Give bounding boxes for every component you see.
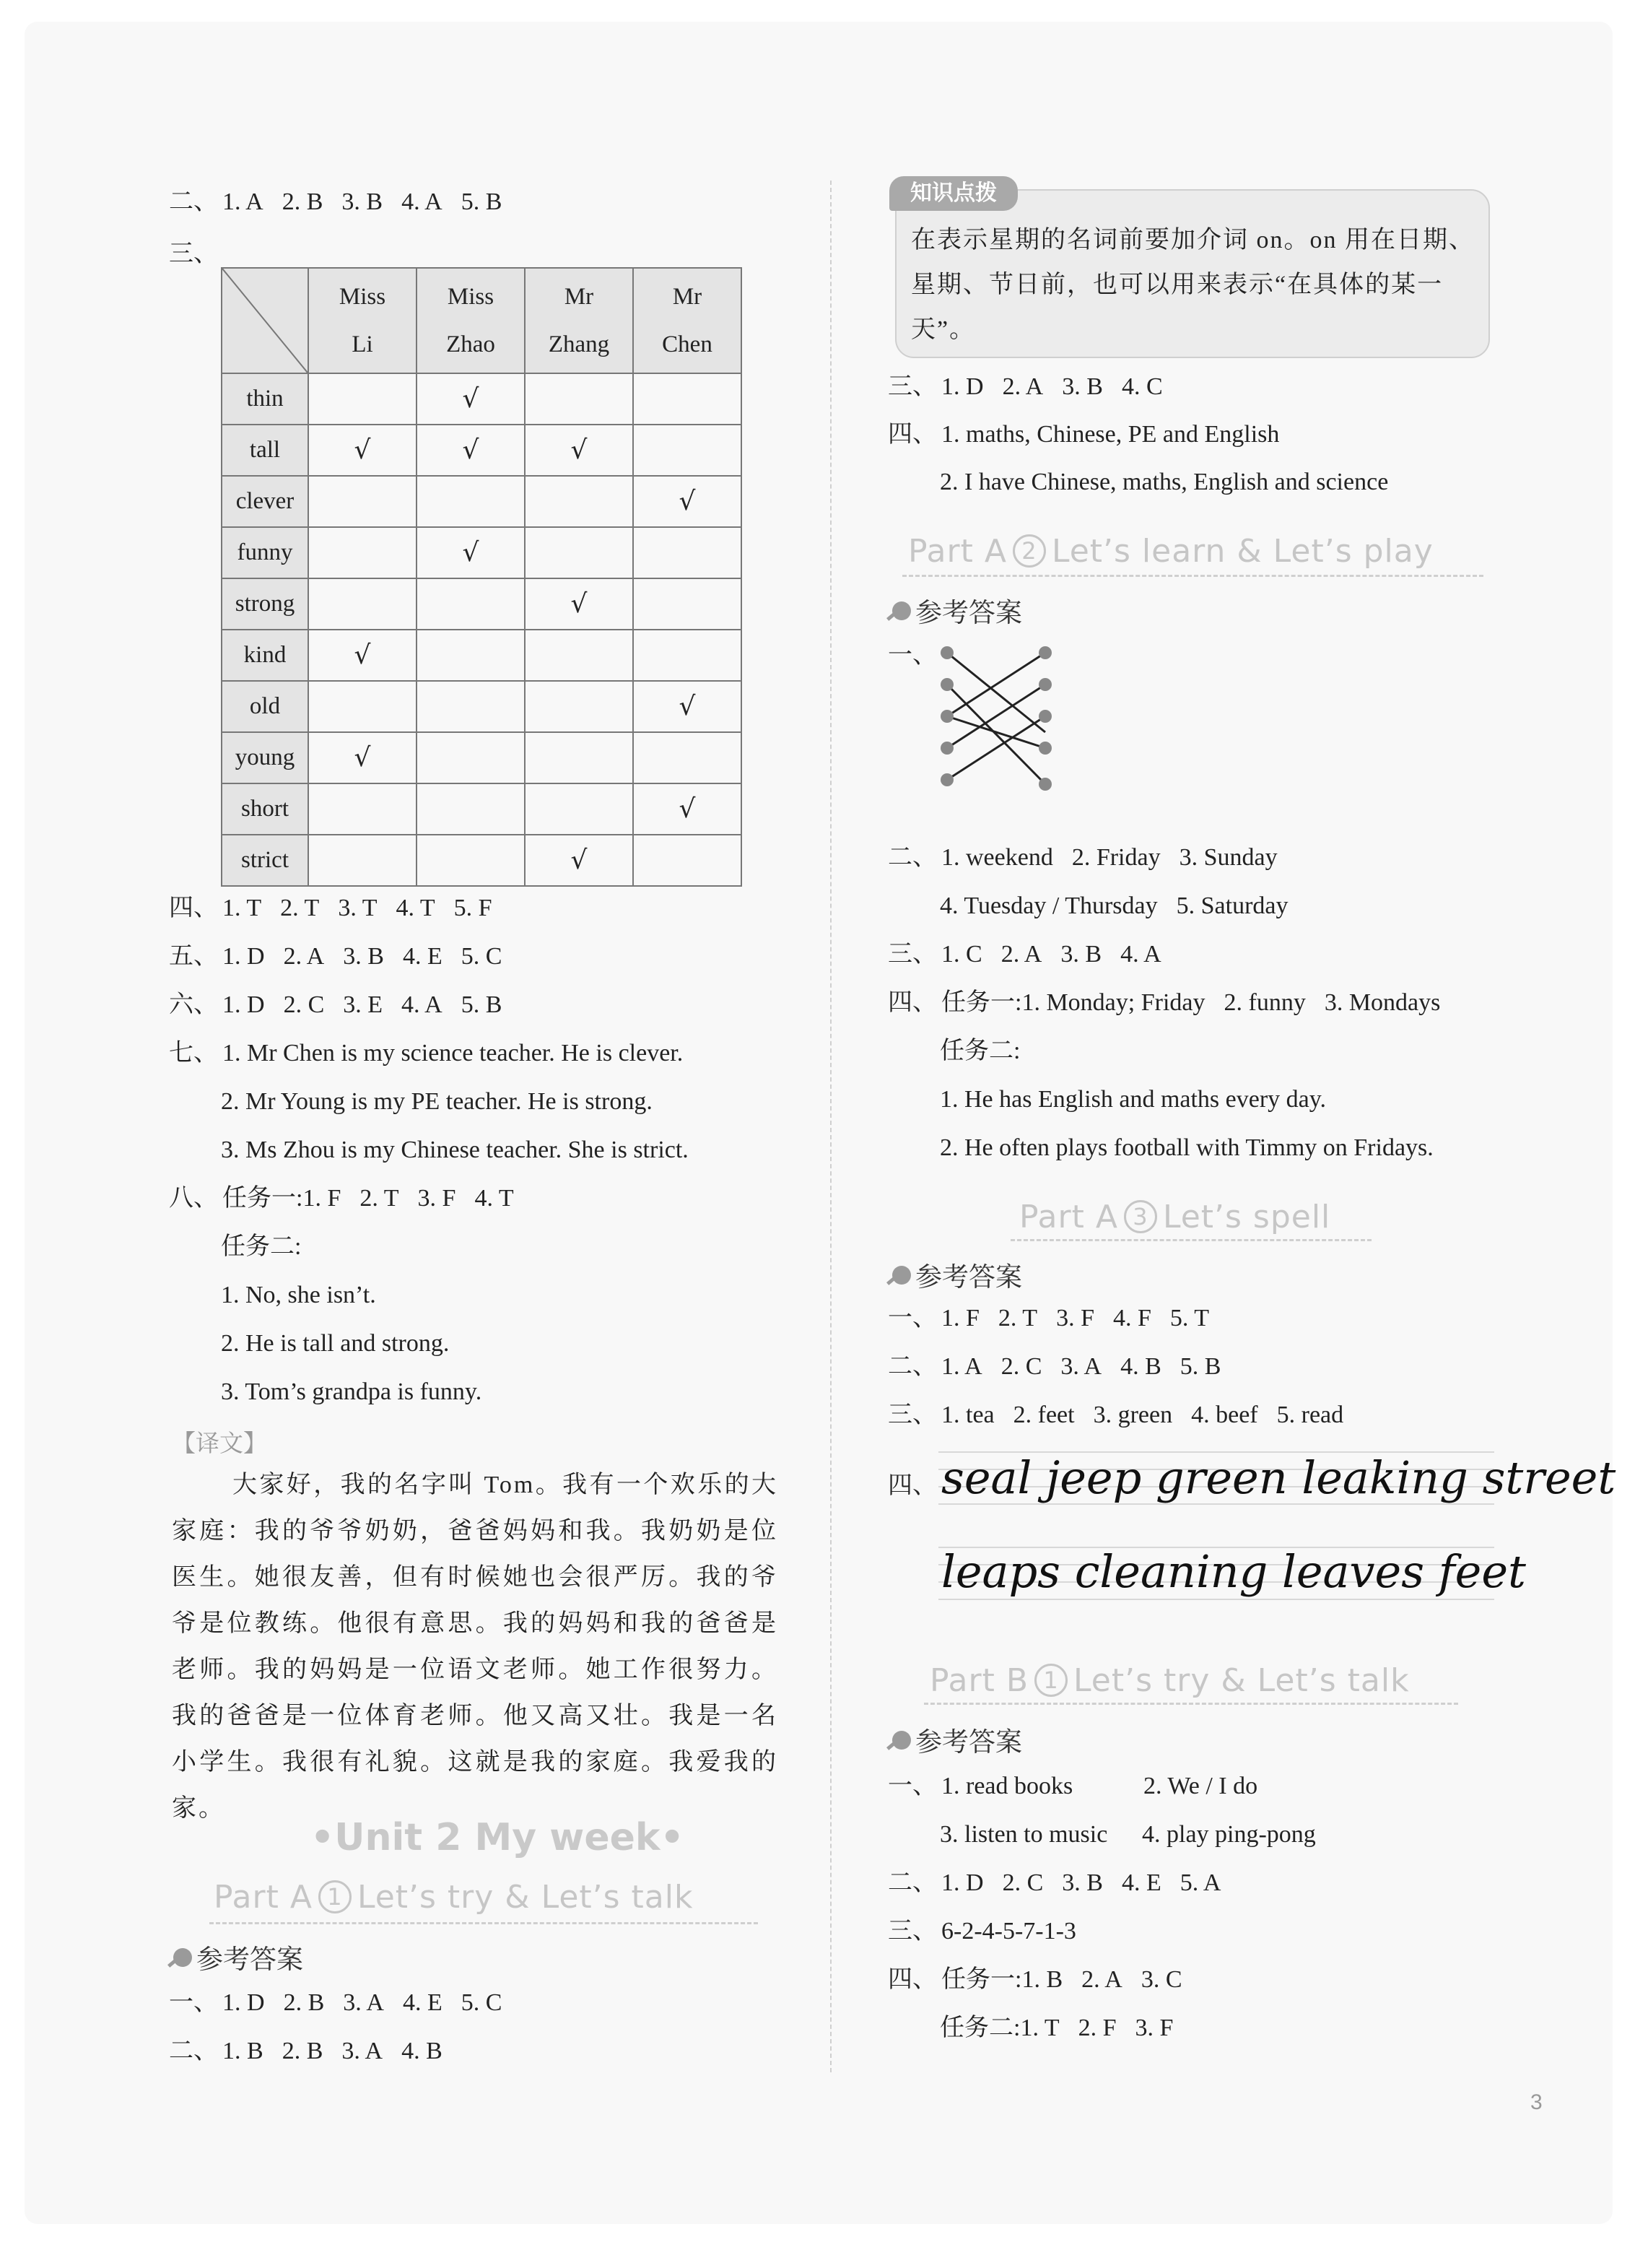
a3-er-line: 二、 1. A 2. C 3. A 4. B 5. B	[888, 1353, 1221, 1380]
row-label: old	[222, 681, 308, 732]
part-header-a1: Part A 1 Let’s try & Let’s talk	[214, 1879, 694, 1916]
table-cell	[633, 732, 741, 783]
a2-san-line: 三、 1. C 2. A 3. B 4. A	[888, 941, 1161, 968]
right-si-line1: 四、 1. maths, Chinese, PE and English	[888, 421, 1280, 448]
left-ba-a2: 2. He is tall and strong.	[221, 1330, 450, 1357]
table-cell	[633, 835, 741, 886]
check-mark: √	[462, 435, 479, 465]
right-san-line: 三、 1. D 2. A 3. B 4. C	[888, 373, 1163, 400]
a3-si-label: 四、	[888, 1472, 937, 1499]
row-label: kind	[222, 630, 308, 681]
check-mark: √	[570, 589, 588, 619]
table-cell	[417, 732, 525, 783]
part-underline	[924, 1703, 1458, 1705]
b1-er-line: 二、 1. D 2. C 3. B 4. E 5. A	[888, 1869, 1221, 1896]
a2-si-t2a: 1. He has English and maths every day.	[940, 1086, 1327, 1113]
left-san-label: 三、	[169, 240, 218, 267]
table-cell	[417, 476, 525, 527]
check-mark: √	[570, 846, 588, 875]
table-row	[222, 373, 741, 425]
table-cell	[417, 527, 525, 578]
table-cell	[417, 835, 525, 886]
a2-si-t2b: 2. He often plays football with Timmy on Fridays.	[940, 1134, 1434, 1161]
a2-si-line1: 四、 任务一:1. Monday; Friday 2. funny 3. Mondays	[888, 989, 1441, 1016]
table-cell	[525, 732, 633, 783]
table-row	[222, 732, 741, 783]
table-cell	[417, 578, 525, 630]
row-label: thin	[222, 373, 308, 425]
b1-san-line: 三、 6-2-4-5-7-1-3	[888, 1918, 1076, 1945]
table-row	[222, 476, 741, 527]
part-header-a2: Part A 2 Let’s learn & Let’s play	[908, 533, 1434, 570]
part-header-b1: Part B 1 Let’s try & Let’s talk	[930, 1662, 1410, 1699]
left-ba-task2: 任务二:	[221, 1233, 302, 1260]
col-header: Mr Zhang	[525, 268, 633, 373]
table-row	[222, 630, 741, 681]
table-cell	[633, 578, 741, 630]
diagonal-line	[222, 269, 308, 373]
table-cell	[525, 476, 633, 527]
table-cell	[417, 630, 525, 681]
table-cell	[525, 681, 633, 732]
table-cell	[308, 476, 417, 527]
table-cell	[525, 425, 633, 476]
check-mark: √	[354, 435, 371, 465]
handwriting-line1: seal jeep green leaking street	[941, 1451, 1616, 1504]
table-row	[222, 783, 741, 835]
check-mark: √	[462, 384, 479, 414]
left-ba-a3: 3. Tom’s grandpa is funny.	[221, 1378, 482, 1405]
table-cell	[525, 783, 633, 835]
row-label: short	[222, 783, 308, 835]
table-cell	[308, 783, 417, 835]
table-row	[222, 681, 741, 732]
magnifier-icon	[173, 1948, 192, 1967]
table-cell	[308, 373, 417, 425]
magnifier-icon	[892, 1266, 911, 1285]
table-cell	[417, 783, 525, 835]
page-number: 3	[1530, 2090, 1543, 2114]
table-cell	[308, 681, 417, 732]
check-mark: √	[679, 794, 696, 824]
row-label: clever	[222, 476, 308, 527]
table-row	[222, 835, 741, 886]
table-row	[222, 527, 741, 578]
answers-heading: 参考答案	[892, 591, 1022, 630]
table-cell	[308, 578, 417, 630]
a3-yi-line: 一、 1. F 2. T 3. F 4. F 5. T	[888, 1305, 1210, 1331]
table-cell	[633, 681, 741, 732]
answers-heading: 参考答案	[892, 1720, 1022, 1759]
check-mark: √	[354, 743, 371, 773]
table-cell	[308, 425, 417, 476]
table-cell	[308, 732, 417, 783]
left-liu-line: 六、 1. D 2. C 3. E 4. A 5. B	[169, 991, 502, 1018]
left-ba-a1: 1. No, she isn’t.	[221, 1282, 376, 1308]
part-underline	[1011, 1239, 1372, 1241]
magnifier-icon	[892, 601, 911, 620]
table-cell	[633, 425, 741, 476]
check-mark: √	[462, 538, 479, 568]
table-cell	[525, 527, 633, 578]
part-underline	[902, 575, 1483, 577]
table-cell	[633, 783, 741, 835]
a2-yi-label: 一、	[888, 642, 937, 669]
translation-paragraph: 大家好，我的名字叫 Tom。我有一个欢乐的大家庭：我的爷爷奶奶，爸爸妈妈和我。我奶奶是位医生。她很友善，但有时候她也会很严厉。我的爷爷是位教练。他很有意思。我的妈妈和我的爸爸是老师。我的妈妈是一位语文老师。她工作很努力。我的爸爸是一位体育老师。他又高又壮。我是一名小学生。我很有礼貌。这就是我的家庭。我爱我的家。	[172, 1472, 778, 1822]
table-cell	[525, 835, 633, 886]
matching-lines-diagram	[938, 643, 1054, 794]
table-corner	[222, 268, 308, 373]
table-cell	[633, 527, 741, 578]
a2-er-line2: 4. Tuesday / Thursday 5. Saturday	[940, 892, 1289, 919]
col-header: Miss Zhao	[417, 268, 525, 373]
handwriting-line2: leaps cleaning leaves feet	[941, 1545, 1526, 1598]
row-label: strict	[222, 835, 308, 886]
answers-heading: 参考答案	[892, 1255, 1022, 1294]
part-underline	[209, 1922, 758, 1924]
check-mark: √	[679, 692, 696, 721]
table-cell	[308, 527, 417, 578]
b1-yi-line1: 一、 1. read books 2. We / I do	[888, 1773, 1258, 1799]
b1-yi-line2: 3. listen to music 4. play ping-pong	[940, 1821, 1316, 1848]
table-cell	[633, 373, 741, 425]
u2-yi-line: 一、 1. D 2. B 3. A 4. E 5. C	[169, 1989, 502, 2016]
left-qi-line1: 七、 1. Mr Chen is my science teacher. He is clever.	[169, 1040, 684, 1066]
table-row	[222, 425, 741, 476]
row-label: funny	[222, 527, 308, 578]
magnifier-icon	[892, 1731, 911, 1750]
table-cell	[308, 835, 417, 886]
check-mark: √	[679, 487, 696, 516]
b1-si-line2: 任务二:1. T 2. F 3. F	[940, 2015, 1174, 2041]
right-si-line2: 2. I have Chinese, maths, English and science	[940, 469, 1389, 495]
table-cell	[417, 373, 525, 425]
column-divider	[830, 181, 832, 2072]
u2-er-line: 二、 1. B 2. B 3. A 4. B	[169, 2038, 442, 2064]
table-row	[222, 578, 741, 630]
translation-label: 【译文】	[172, 1429, 267, 1457]
knowledge-text: 在表示星期的名词前要加介词 on。on 用在日期、星期、节日前，也可以用来表示“在具体的某一天”。	[911, 227, 1475, 343]
table-cell	[417, 681, 525, 732]
left-qi-line2: 2. Mr Young is my PE teacher. He is strong.	[221, 1088, 653, 1115]
table-cell	[525, 630, 633, 681]
a3-san-line: 三、 1. tea 2. feet 3. green 4. beef 5. read	[888, 1402, 1344, 1428]
part-header-a3: Part A 3 Let’s spell	[1019, 1199, 1331, 1235]
teacher-traits-table	[221, 267, 742, 887]
table-cell	[633, 630, 741, 681]
knowledge-tag: 知识点拨	[889, 176, 1018, 211]
a2-er-line1: 二、 1. weekend 2. Friday 3. Sunday	[888, 844, 1278, 871]
check-mark: √	[570, 435, 588, 465]
col-header: Mr Chen	[633, 268, 741, 373]
row-label: strong	[222, 578, 308, 630]
table-cell	[525, 373, 633, 425]
left-er-line: 二、 1. A 2. B 3. B 4. A 5. B	[169, 188, 502, 215]
row-label: young	[222, 732, 308, 783]
col-header: Miss Li	[308, 268, 417, 373]
row-label: tall	[222, 425, 308, 476]
unit-title: •Unit 2 My week•	[310, 1816, 684, 1859]
left-ba-line1: 八、 任务一:1. F 2. T 3. F 4. T	[169, 1185, 514, 1212]
left-qi-line3: 3. Ms Zhou is my Chinese teacher. She is strict.	[221, 1137, 689, 1163]
table-cell	[308, 630, 417, 681]
check-mark: √	[354, 640, 371, 670]
table-cell	[525, 578, 633, 630]
left-si-line: 四、 1. T 2. T 3. T 4. T 5. F	[169, 895, 492, 921]
answers-heading: 参考答案	[173, 1937, 303, 1976]
a2-si-task2: 任务二:	[940, 1038, 1021, 1064]
left-wu-line: 五、 1. D 2. A 3. B 4. E 5. C	[169, 943, 502, 970]
table-cell	[417, 425, 525, 476]
b1-si-line1: 四、 任务一:1. B 2. A 3. C	[888, 1966, 1182, 1993]
table-cell	[633, 476, 741, 527]
